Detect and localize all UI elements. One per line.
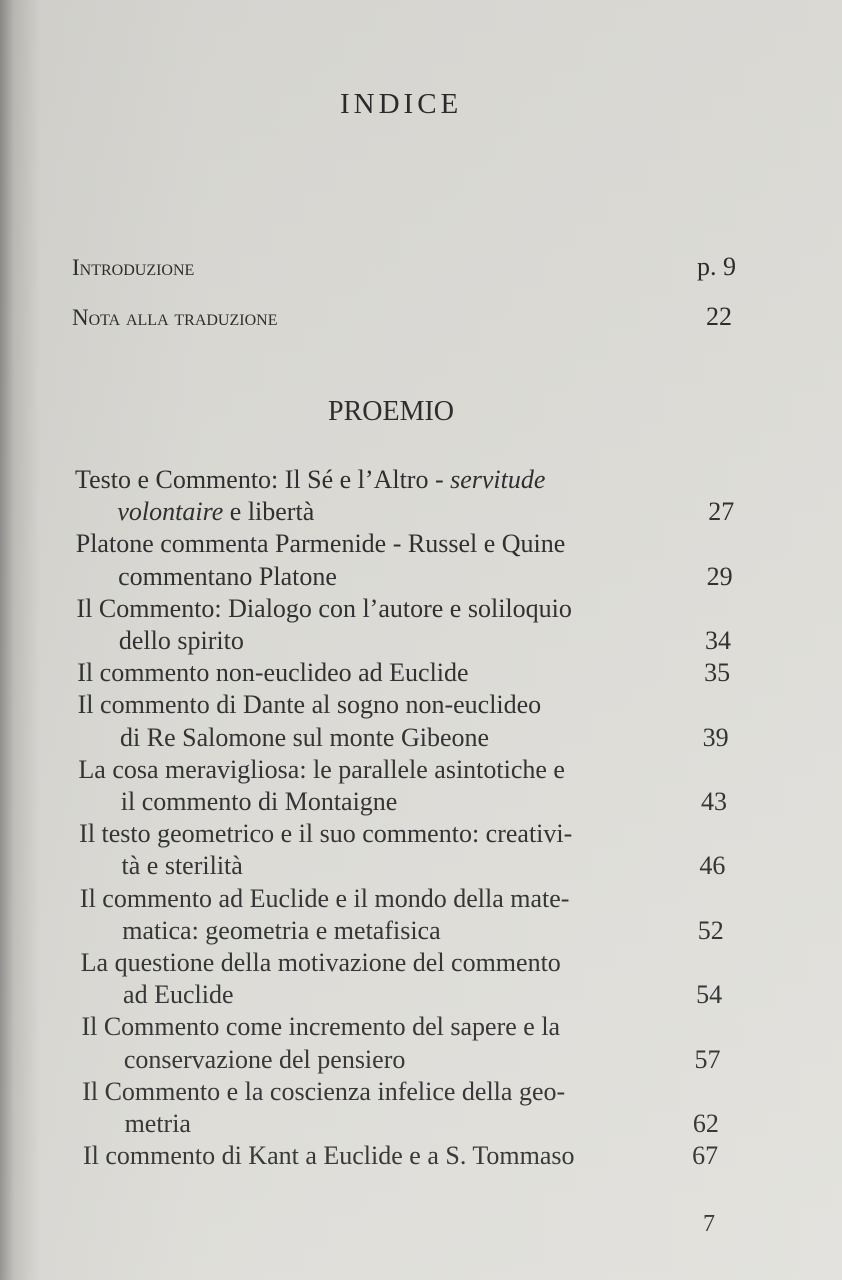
toc-entry-line [125,1111,191,1137]
toc-entry-page: 52 [697,915,724,945]
toc-entry-page: 62 [692,1109,719,1138]
toc-entry-page: 39 [702,722,729,752]
toc-entry-line [120,722,490,752]
toc-text: matica: geometria e metafisica [122,915,441,945]
toc-entry-line [81,1014,560,1040]
toc-entry-page: 57 [694,1044,721,1074]
toc-entry-page: 29 [706,561,733,591]
toc-text: Il commento ad Euclide e il mondo della mate- [79,883,570,913]
front-entry-page: p. 9 [697,252,736,281]
toc-text: dello spirito [118,626,244,655]
toc-text: commentano Platone [118,561,337,591]
toc-entry-page: 46 [699,851,726,881]
section-heading: PROEMIO [328,396,455,427]
toc-entry-page: 54 [696,980,723,1010]
toc-text: conservazione del pensiero [123,1044,406,1074]
toc-entry-page: 43 [700,787,727,816]
toc-entry-page: 35 [704,658,731,688]
toc-entry-line [78,754,565,784]
toc-text: servitude [450,465,546,494]
toc-text: Il commento di Kant a Euclide e a S. Tommaso [82,1141,575,1171]
toc-entry-line [78,692,542,718]
toc-entry-line [123,1044,406,1074]
toc-entry-line [119,628,244,654]
toc-text: Il commento di Dante al sogno non-euclideo [77,690,542,720]
toc-entry-line [122,853,243,879]
front-entry-page: 22 [706,302,732,331]
toc-text: La questione della motivazione del commento [80,948,561,977]
toc-text: metria [124,1109,191,1138]
toc-entry-line [81,950,561,976]
toc-entry-line [76,593,572,623]
toc-entry-line [76,531,566,557]
front-entry-label: Nota alla traduzione [72,305,278,330]
toc-entry-line [79,883,570,913]
toc-entry-line [82,1076,566,1106]
toc-text: Il Commento come incremento del sapere e la [81,1012,561,1042]
toc-text: Platone commenta Parmenide - Russel e Quine [75,529,566,559]
toc-text: e libertà [223,497,315,527]
toc-entry-line [118,561,337,591]
toc-entry-line [117,499,314,525]
toc-entry-line [121,789,398,815]
toc-text: di Re Salomone sul monte Gibeone [120,722,490,752]
toc-entry-line [83,1143,575,1169]
toc-entry-line [123,982,233,1008]
toc-entry-page: 27 [708,497,735,527]
toc-entry-line [75,467,545,493]
toc-entry-line [122,915,441,945]
page-number: 7 [703,1211,715,1237]
toc-entry-line [77,660,468,686]
toc-entry-page: 34 [704,626,731,655]
toc-text: Il commento non-euclideo ad Euclide [77,658,469,688]
toc-entry-page: 67 [692,1141,719,1171]
toc-text: tà e sterilità [121,851,243,881]
toc-text: Il Commento: Dialogo con l’autore e soliloquio [76,593,572,623]
toc-text: Il testo geometrico e il suo commento: creativi- [79,819,573,849]
page-title: INDICE [340,88,463,120]
toc-text: ad Euclide [123,980,234,1010]
front-entry-label: Introduzione [72,255,195,280]
toc-text: volontaire [117,497,224,527]
toc-text: Il Commento e la coscienza infelice della geo- [82,1076,566,1106]
toc-text: Testo e Commento: Il Sé e l’Altro - [75,465,451,494]
toc-text: il commento di Montaigne [120,787,398,816]
toc-entry-line [79,821,572,847]
toc-text: La cosa meravigliosa: le parallele asintotiche e [78,754,565,784]
